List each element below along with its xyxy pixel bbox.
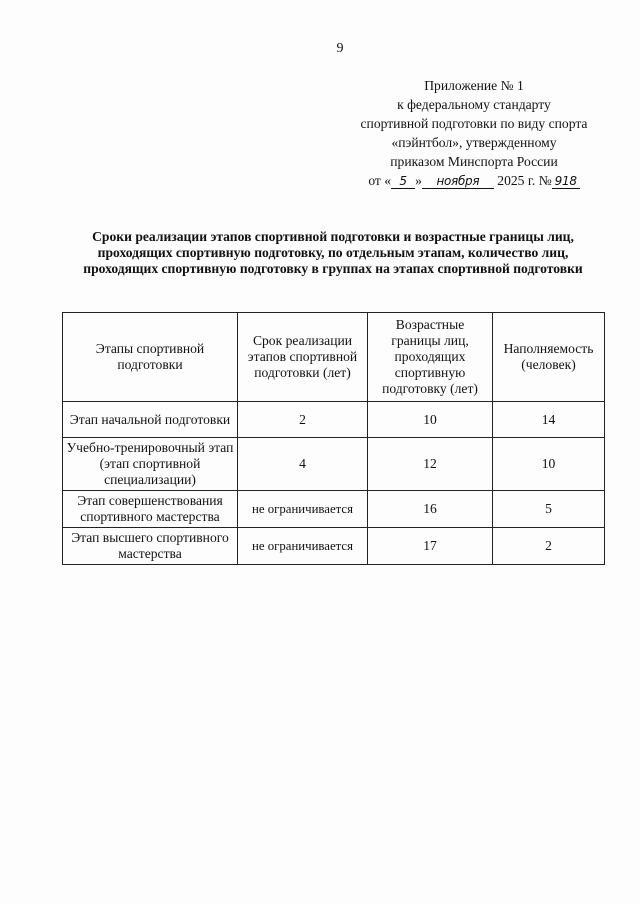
cell-size: 2 bbox=[493, 528, 605, 565]
cell-stage: Учебно-тренировочный этап (этап спортивной специализации) bbox=[63, 438, 238, 491]
appendix-line: приказом Минспорта России bbox=[390, 154, 558, 169]
cell-size: 5 bbox=[493, 491, 605, 528]
stages-table-wrapper bbox=[62, 312, 604, 565]
appendix-title: Приложение № 1 bbox=[424, 78, 524, 93]
table-row bbox=[63, 491, 605, 528]
date-prefix: от « bbox=[368, 173, 392, 188]
cell-age: 12 bbox=[368, 438, 493, 491]
table-header-row bbox=[63, 313, 605, 402]
order-number: 918 bbox=[552, 175, 580, 189]
cell-age: 16 bbox=[368, 491, 493, 528]
table-row bbox=[63, 402, 605, 438]
date-year: 2025 г. № bbox=[497, 173, 552, 188]
cell-stage: Этап высшего спортивного мастерства bbox=[63, 528, 238, 565]
header-size: Наполняемость (человек) bbox=[493, 313, 605, 402]
page-number: 9 bbox=[336, 41, 344, 56]
table-row bbox=[63, 528, 605, 565]
cell-age: 10 bbox=[368, 402, 493, 438]
appendix-line: спортивной подготовки по виду спорта bbox=[360, 116, 588, 131]
cell-stage: Этап начальной подготовки bbox=[63, 402, 238, 438]
stages-table bbox=[62, 312, 605, 565]
cell-term: не ограничивается bbox=[238, 491, 368, 528]
date-separator: » bbox=[415, 173, 422, 188]
appendix-line: к федеральному стандарту bbox=[397, 97, 551, 112]
header-age: Возрастные границы лиц, проходящих спортивную подготовку (лет) bbox=[368, 313, 493, 402]
cell-size: 14 bbox=[493, 402, 605, 438]
appendix-line: «пэйнтбол», утвержденному bbox=[391, 135, 557, 150]
date-month: ноября bbox=[422, 175, 494, 189]
cell-size: 10 bbox=[493, 438, 605, 491]
cell-term: не ограничивается bbox=[238, 528, 368, 565]
header-stage: Этапы спортивной подготовки bbox=[63, 313, 238, 402]
cell-stage: Этап совершенствования спортивного мастерства bbox=[63, 491, 238, 528]
appendix-block bbox=[340, 76, 608, 190]
appendix-date-line bbox=[340, 171, 608, 190]
cell-term: 4 bbox=[238, 438, 368, 491]
cell-term: 2 bbox=[238, 402, 368, 438]
date-day: 5 bbox=[391, 175, 415, 189]
table-row bbox=[63, 438, 605, 491]
document-title: Сроки реализации этапов спортивной подготовки и возрастные границы лиц, проходящих спортивную подготовку, по отдельным этапам, количество лиц, проходящих спортивную подготовку в группах на этапах спортивной подготовки bbox=[83, 229, 583, 276]
cell-age: 17 bbox=[368, 528, 493, 565]
header-term: Срок реализации этапов спортивной подготовки (лет) bbox=[238, 313, 368, 402]
